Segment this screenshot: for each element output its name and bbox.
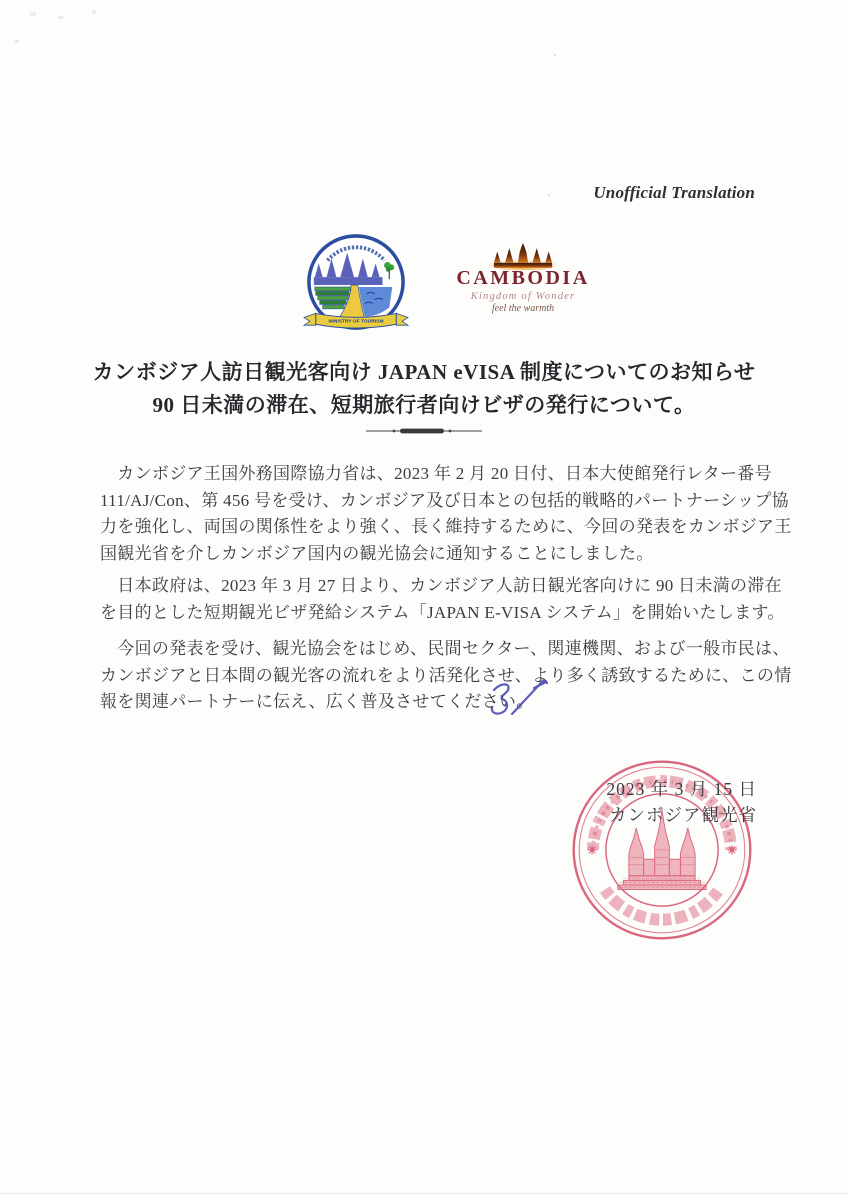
scan-speck [14, 40, 19, 43]
paragraph-1 [100, 461, 792, 567]
scan-speck [554, 54, 556, 56]
cambodia-angkor-glow-icon [463, 240, 583, 270]
signoff-date: 2023 年 3 月 15 日 [606, 779, 757, 799]
title-line-2: 90 日未満の滞在、短期旅行者向けビザの発行について。 [152, 393, 696, 417]
scan-speck [548, 194, 550, 196]
paragraph-3 [100, 636, 792, 716]
scan-speck [58, 16, 63, 19]
paragraph-line: カンボジア王国外務国際協力省は、2023 年 2 月 20 日付、日本大使館発行レター番号 [100, 464, 772, 483]
signoff-organization: カンボジア観光省 [609, 805, 757, 825]
stamp-khmer-arc-bottom [605, 890, 719, 920]
cambodia-script-tagline: Kingdom of Wonder [470, 291, 576, 302]
scan-speck [30, 12, 36, 16]
title-divider [364, 424, 484, 438]
cambodia-tourism-logo [456, 240, 590, 324]
paragraph-line: 111/AJ/Con、第 456 号を受け、カンボジア及び日本との包括的戦略的パートナーシップ協 [100, 490, 789, 510]
scan-edge-line [0, 1193, 848, 1194]
cambodia-tagline: feel the warmth [491, 303, 555, 314]
title-line-1: カンボジア人訪日観光客向け JAPAN eVISA 制度についてのお知らせ [92, 360, 756, 384]
scan-speck [92, 10, 96, 14]
ministry-of-tourism-seal-logo [302, 233, 410, 335]
cambodia-wordmark: CAMBODIA [456, 267, 590, 289]
paragraph-line: カンボジアと日本間の観光客の流れをより活発化させ、より多く誘致するために、この情 [100, 665, 792, 685]
paragraph-line: 報を関連パートナーに伝え、広く普及させてください。 [100, 692, 534, 711]
ministry-seal-icon [302, 233, 410, 335]
signoff-block [606, 776, 757, 828]
handwritten-initials-signature [478, 674, 558, 720]
seal-banner-text: MINISTRY OF TOURISM [328, 319, 384, 325]
paragraph-line: を目的とした短期観光ビザ発給システム「JAPAN E-VISA システム」を開始いたします。 [100, 602, 785, 622]
paragraph-2 [100, 573, 785, 626]
paragraph-line: 国観光省を介しカンボジア国内の観光協会に通知することにしました。 [100, 543, 654, 563]
paragraph-line: 力を強化し、両国の関係性をより強く、長く維持するために、今回の発表をカンボジア王 [100, 517, 792, 536]
document-title [0, 356, 848, 422]
paragraph-line: 日本政府は、2023 年 3 月 27 日より、カンボジア人訪日観光客向けに 90 日未満の滞在 [100, 576, 782, 595]
unofficial-translation-note: Unofficial Translation [593, 183, 755, 202]
paragraph-line: 今回の発表を受け、観光協会をはじめ、民間セクター、関連機関、および一般市民は、 [100, 639, 790, 658]
